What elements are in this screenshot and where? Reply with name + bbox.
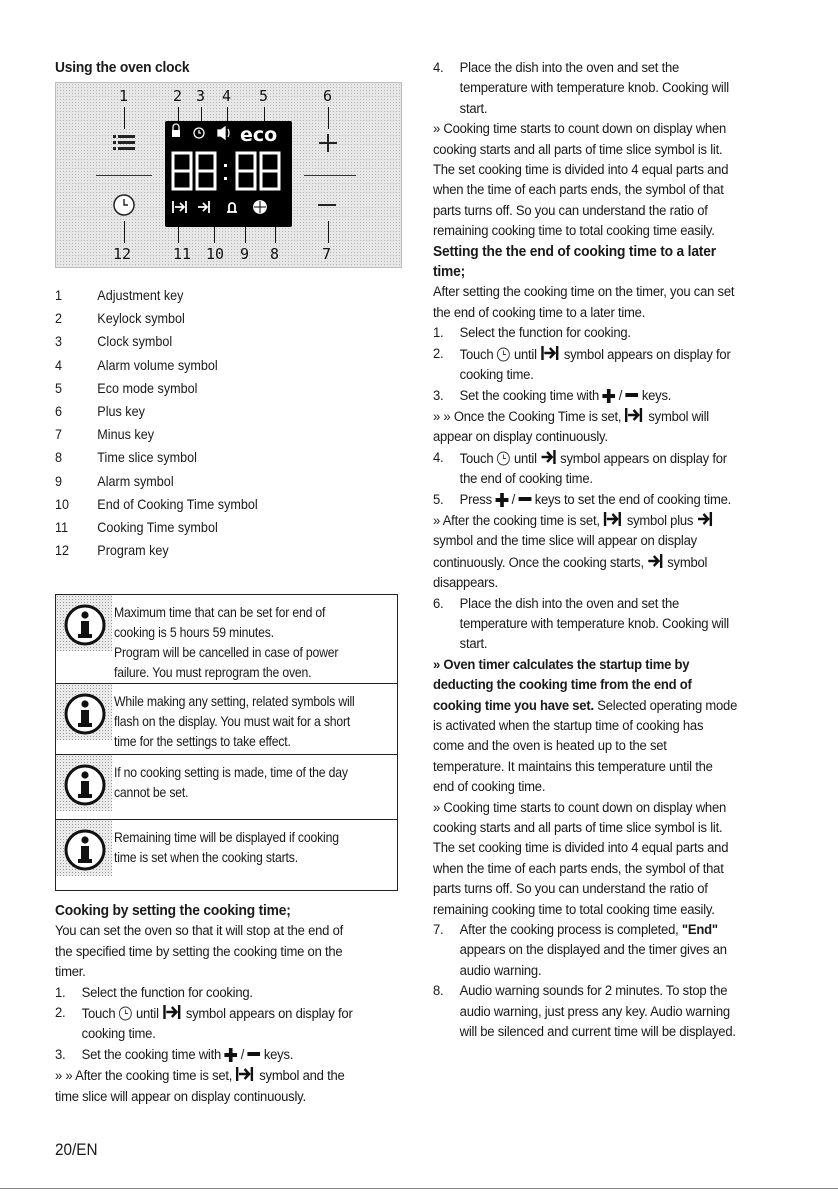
minus-icon bbox=[518, 493, 531, 507]
step-item: 3. Set the cooking time with / keys. bbox=[433, 387, 672, 404]
right-column bbox=[433, 58, 788, 1043]
info-icon bbox=[56, 755, 112, 811]
result-note: » » After the cooking time is set, symbol and the time slice will appear on display continuously. bbox=[55, 1065, 398, 1107]
minus-icon bbox=[626, 389, 639, 403]
step-item: 2. Touch until symbol appears on display for cooking time. bbox=[55, 1005, 353, 1043]
legend-item: 12 Program key bbox=[55, 542, 169, 559]
paragraph: » Cooking time starts to count down on display when cooking starts and all parts of time slice symbol is lit. The set cooking time is divided into 4 equal parts and when the time of each parts ends, the symbol of that parts turns off. So you can understand the ratio of remaining cooking time to total cooking time easily. bbox=[433, 121, 729, 240]
clock-key-icon bbox=[112, 193, 136, 217]
legend-item: 10 End of Cooking Time symbol bbox=[55, 495, 258, 512]
minus-icon bbox=[248, 1048, 261, 1062]
clock-icon bbox=[497, 451, 511, 466]
left-column bbox=[55, 58, 400, 78]
legend-item: 1 Adjustment key bbox=[55, 287, 184, 303]
plus-icon bbox=[224, 1048, 237, 1062]
legend-item: 9 Alarm symbol bbox=[55, 472, 174, 489]
display-segments bbox=[165, 121, 292, 227]
cooking-heading: Cooking by setting the cooking time; bbox=[55, 902, 291, 919]
end-time-heading: Setting the the end of cooking time to a later time; bbox=[433, 242, 716, 281]
minus-key-icon bbox=[318, 204, 336, 206]
legend-item: 8 Time slice symbol bbox=[55, 449, 197, 466]
callout-1: 1 bbox=[119, 87, 129, 105]
info-icon bbox=[56, 820, 112, 876]
info-note: While making any setting, related symbols will flash on the display. You must wait for a short time for the settings to take effect. bbox=[56, 684, 397, 755]
info-note: Maximum time that can be set for end of cooking is 5 hours 59 minutes. Program will be cancelled in case of power failure. You must reprogram the oven. bbox=[56, 595, 397, 684]
step-item: 1. Select the function for cooking. bbox=[433, 325, 631, 342]
callout-4: 4 bbox=[222, 87, 232, 105]
clock-display bbox=[165, 121, 292, 227]
legend-item: 3 Clock symbol bbox=[55, 333, 173, 350]
paragraph: » Oven timer calculates the startup time by deducting the cooking time from the end of cooking time you have set. Selected operating mode is activated when the startup time of cooking has come and the oven is heated up to the set temperature. It maintains this temperature until the end of cooking time. bbox=[433, 656, 738, 796]
paragraph: » Cooking time starts to count down on display when cooking starts and all parts of time slice symbol is lit. The set cooking time is divided into 4 equal parts and when the time of each parts ends, the symbol of that parts turns off. So you can understand the ratio of remaining cooking time to total cooking time easily. bbox=[433, 799, 729, 918]
step-item: 3. Set the cooking time with / keys. bbox=[55, 1046, 294, 1063]
legend-item: 5 Eco mode symbol bbox=[55, 379, 198, 396]
step-item: 5. Press / keys to set the end of cooking time. bbox=[433, 491, 732, 508]
legend-item: 11 Cooking Time symbol bbox=[55, 518, 218, 535]
plus-key-icon bbox=[318, 133, 338, 153]
callout-7: 7 bbox=[322, 245, 332, 263]
result-note: » After the cooking time is set, symbol plus symbol and the time slice will appear on display continuously. Once the cooking starts, symbol disappears. bbox=[433, 510, 786, 594]
info-note: If no cooking setting is made, time of the day cannot be set. bbox=[56, 755, 397, 820]
symbol-legend bbox=[55, 287, 355, 565]
cooking-time-icon bbox=[540, 344, 560, 362]
cooking-time-icon bbox=[625, 406, 645, 424]
step-item: 6. Place the dish into the oven and set the temperature with temperature knob. Cooking will start. bbox=[433, 595, 729, 653]
program-menu-icon bbox=[113, 134, 135, 150]
cooking-time-section bbox=[55, 901, 400, 1107]
cooking-time-icon bbox=[162, 1003, 182, 1021]
legend-item: 6 Plus key bbox=[55, 402, 145, 419]
step-item: 8. Audio warning sounds for 2 minutes. To stop the audio warning, just press any key. Audio warning will be silenced and current time will be displayed. bbox=[433, 983, 736, 1041]
clock-icon bbox=[119, 1006, 133, 1021]
callout-3: 3 bbox=[196, 87, 206, 105]
end-of-cooking-icon bbox=[697, 510, 714, 528]
callout-12: 12 bbox=[113, 245, 132, 263]
info-icon bbox=[56, 684, 112, 740]
callout-8: 8 bbox=[270, 245, 280, 263]
eco-mode-icon: eco bbox=[240, 124, 278, 146]
callout-2: 2 bbox=[173, 87, 183, 105]
callout-10: 10 bbox=[206, 245, 225, 263]
callout-6: 6 bbox=[323, 87, 333, 105]
oven-clock-diagram bbox=[55, 82, 402, 268]
step-item: 4. Place the dish into the oven and set the temperature with temperature knob. Cooking will start. bbox=[433, 60, 729, 117]
callout-5: 5 bbox=[259, 87, 269, 105]
plus-icon bbox=[495, 493, 508, 507]
callout-9: 9 bbox=[240, 245, 250, 263]
callout-11: 11 bbox=[173, 245, 192, 263]
cooking-time-icon bbox=[603, 510, 623, 528]
result-note: » » Once the Cooking Time is set, symbol will appear on display continuously. bbox=[433, 406, 786, 448]
info-icon bbox=[56, 595, 112, 651]
end-of-cooking-icon bbox=[647, 552, 664, 570]
clock-heading: Using the oven clock bbox=[55, 59, 190, 76]
step-item: 1. Select the function for cooking. bbox=[55, 984, 253, 1001]
cooking-intro: You can set the oven so that it will stop at the end of the specified time by setting the cooking time on the timer. bbox=[55, 923, 344, 981]
bottom-rule bbox=[0, 1188, 838, 1189]
plus-icon bbox=[602, 389, 615, 403]
step-item: 2. Touch until symbol appears on display for cooking time. bbox=[433, 345, 731, 384]
legend-item: 7 Minus key bbox=[55, 426, 155, 443]
cooking-time-icon bbox=[236, 1065, 256, 1083]
info-note: Remaining time will be displayed if cooking time is set when the cooking starts. bbox=[56, 820, 397, 890]
legend-item: 2 Keylock symbol bbox=[55, 310, 185, 327]
legend-item: 4 Alarm volume symbol bbox=[55, 356, 218, 373]
step-item: 7. After the cooking process is completed, "End" appears on the displayed and the timer gives an audio warning. bbox=[433, 922, 727, 979]
step-item: 4. Touch until symbol appears on display for the end of cooking time. bbox=[433, 449, 727, 488]
page-number: 20/EN bbox=[55, 1140, 98, 1159]
clock-icon bbox=[497, 347, 511, 362]
paragraph: After setting the cooking time on the timer, you can set the end of cooking time to a later time. bbox=[433, 284, 735, 321]
info-notes bbox=[55, 594, 398, 891]
end-of-cooking-icon bbox=[540, 448, 557, 466]
